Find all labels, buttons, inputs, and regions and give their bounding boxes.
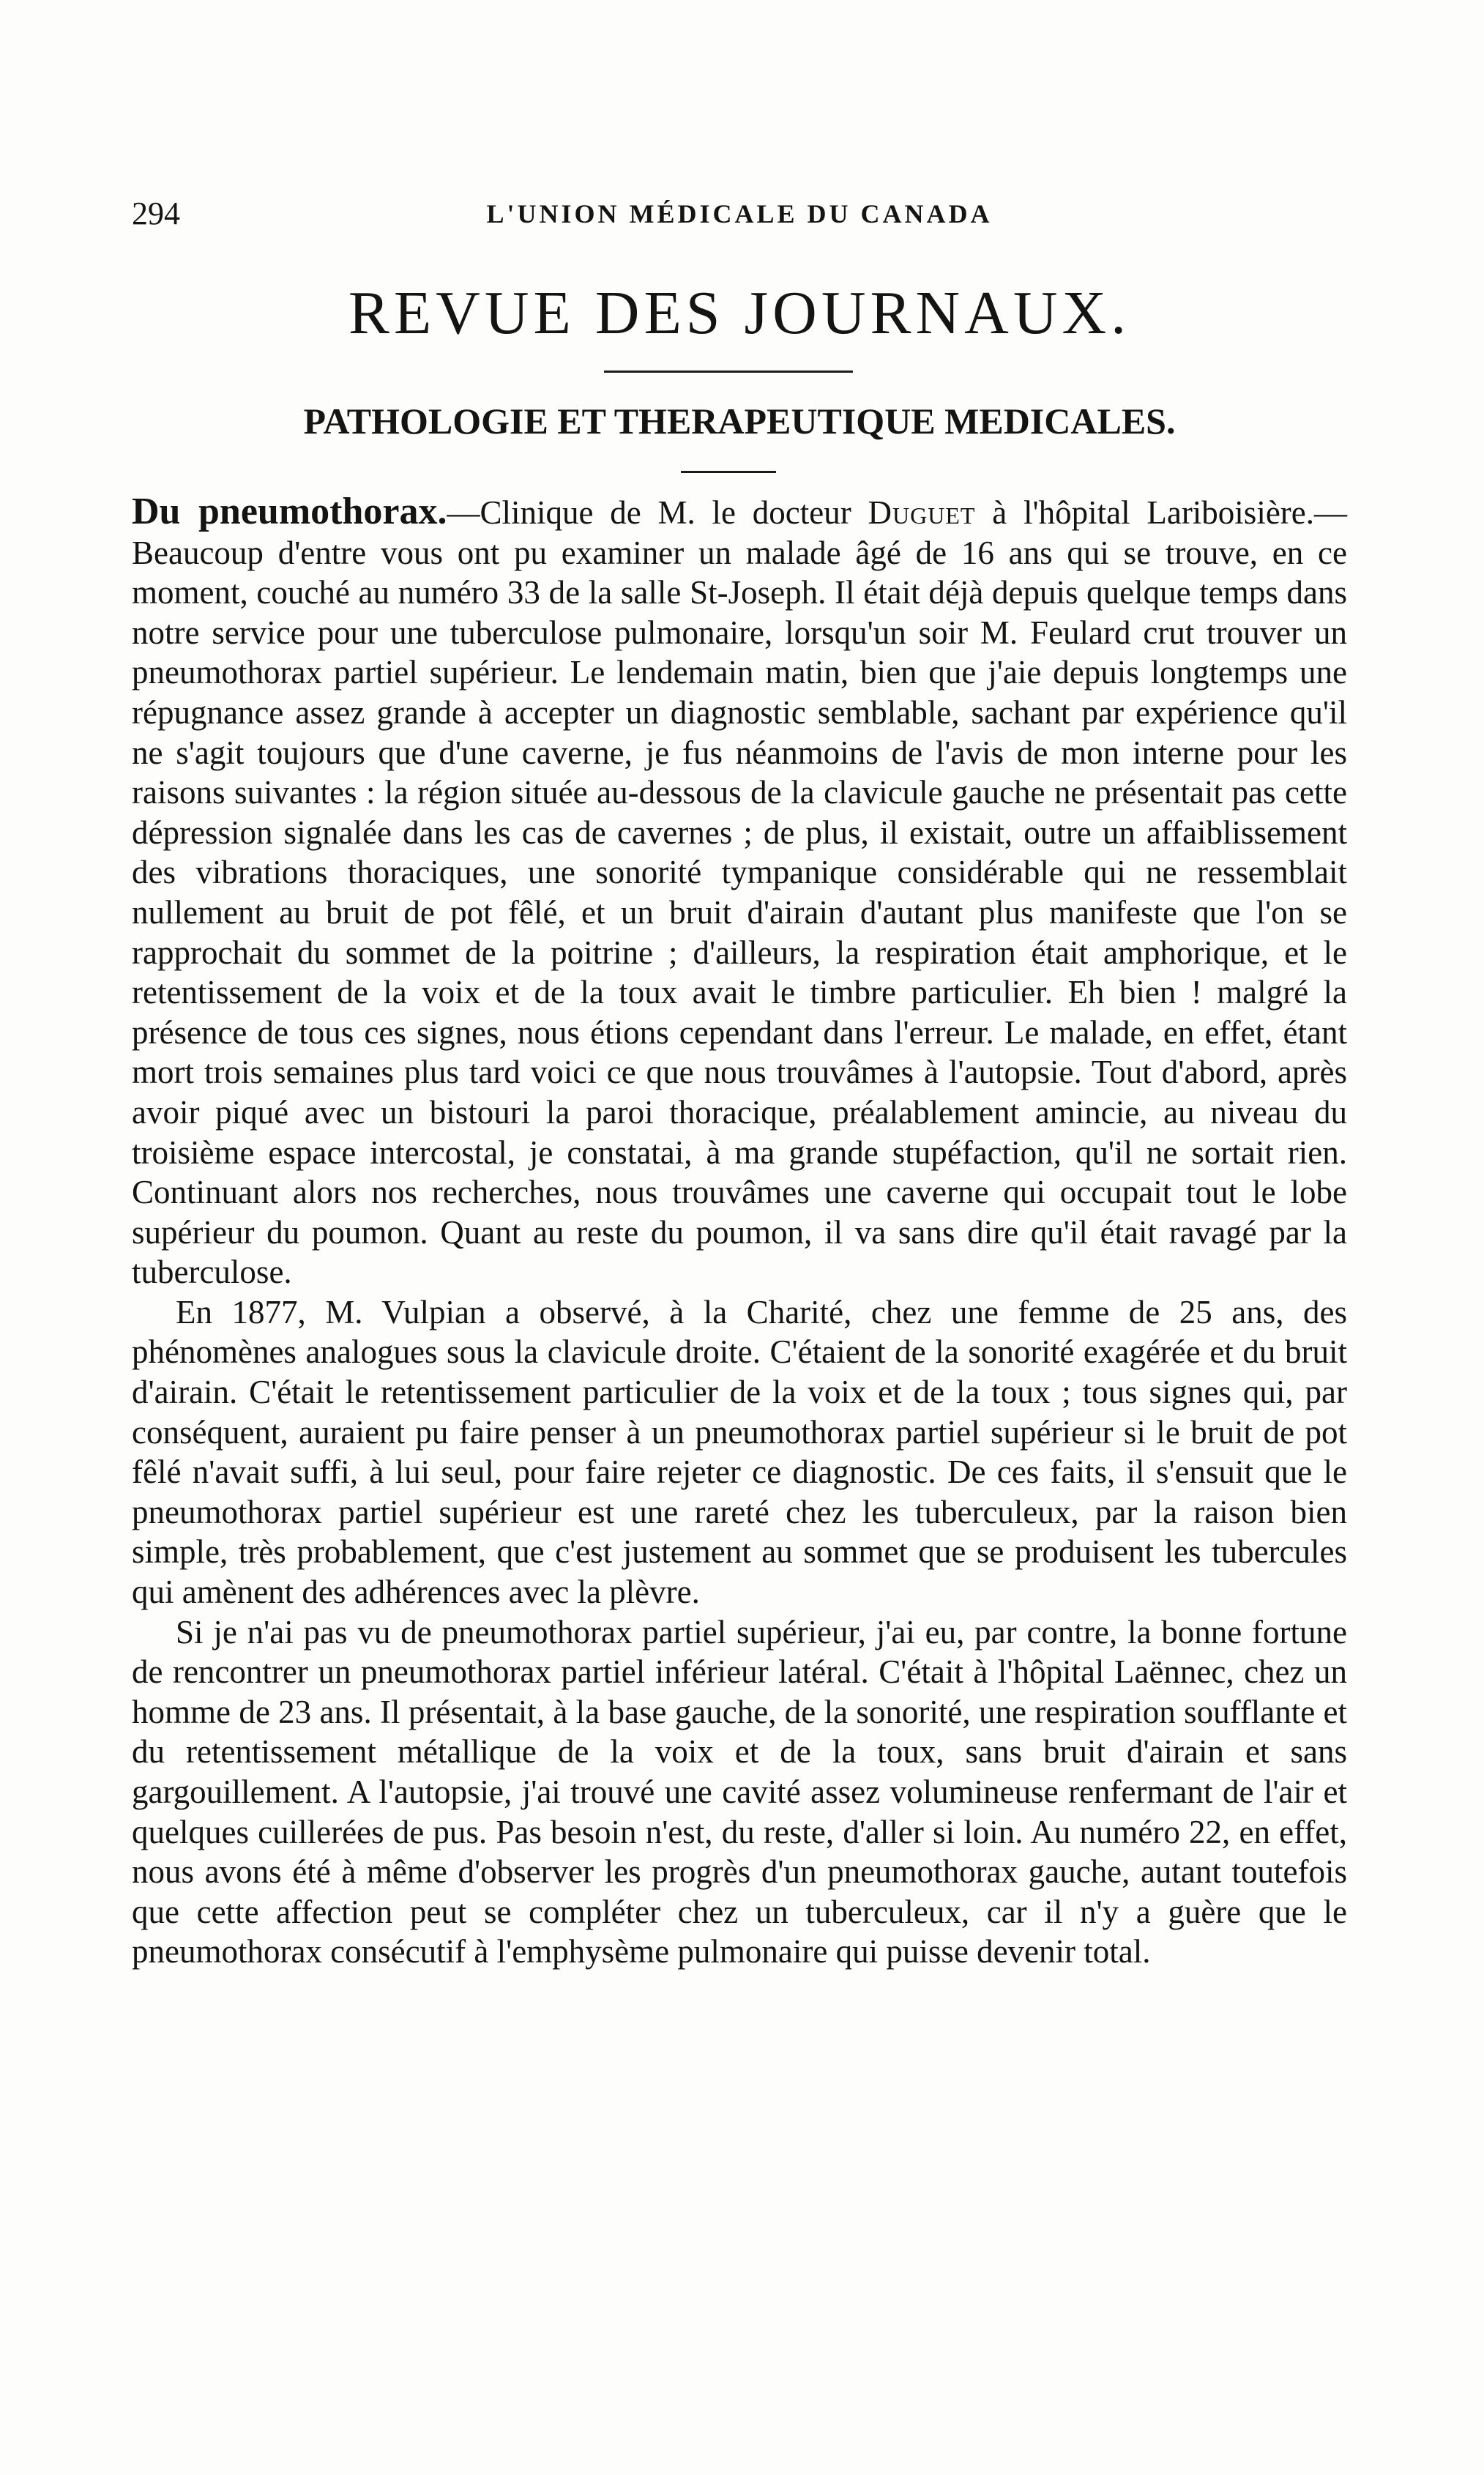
- page-number: 294: [132, 196, 180, 231]
- paragraph-1-text: à l'hôpital Lariboisière.—Beaucoup d'entre vous ont pu examiner un malade âgé de 16 ans qui se trouve, en ce moment, couché au numéro 33 de la salle St-Joseph. Il était déjà depuis quelque temps dans notre service pour une tuberculose pulmonaire, lorsqu'un soir M. Feulard crut trouver un pneumothorax partiel supérieur. Le lendemain matin, bien que j'aie depuis longtemps une répugnance assez grande à accepter un diagnostic semblable, sachant par expérience qu'il ne s'agit toujours que d'une caverne, je fus néanmoins de l'avis de mon interne pour les raisons suivantes : la région située au-dessous de la clavicule gauche ne présentait pas cette dépression signalée dans les cas de cavernes ; de plus, il existait, outre un affaiblissement des vibrations thoraciques, une sonorité tympanique considérable qui ne ressemblait nullement au bruit de pot fêlé, et un bruit d'airain d'autant plus manifeste que l'on se rapprochait du sommet de la poitrine ; d'ailleurs, la respiration était amphorique, et le retentissement de la voix et de la toux avait le timbre particulier. Eh bien ! malgré la présence de tous ces signes, nous étions cependant dans l'erreur. Le malade, en effet, étant mort trois semaines plus tard voici ce que nous trouvâmes à l'autopsie. Tout d'abord, après avoir piqué avec un bistouri la paroi thoracique, préalablement amincie, au niveau du troisième espace intercostal, je constatai, à ma grande stupéfaction, qu'il ne sortait rien. Continuant alors nos recherches, nous trouvâmes une caverne qui occupait tout le lobe supérieur du poumon. Quant au reste du poumon, il va sans dire qu'il était ravagé par la tuberculose.: [132, 494, 1348, 1291]
- subsection-title: PATHOLOGIE ET THERAPEUTIQUE MEDICALES.: [303, 401, 1176, 442]
- article-lead: —Clinique de M. le docteur: [447, 494, 868, 531]
- article-body: [132, 492, 1347, 1972]
- running-head: [132, 192, 1347, 236]
- author-name: Duguet: [868, 494, 976, 531]
- paragraph-1: [132, 492, 1347, 1292]
- subtitle-divider: [681, 471, 776, 473]
- article-title: Du pneumothorax.: [132, 491, 447, 532]
- section-title: REVUE DES JOURNAUX.: [348, 279, 1131, 347]
- journal-title: L'UNION MÉDICALE DU CANADA: [486, 199, 993, 228]
- paragraph-3: Si je n'ai pas vu de pneumothorax partiel supérieur, j'ai eu, par contre, la bonne fortune de rencontrer un pneumothorax partiel inférieur latéral. C'était à l'hôpital Laënnec, chez un homme de 23 ans. Il présentait, à la base gauche, de la sonorité, une respiration soufflante et du retentissement métallique de la voix et de la toux, sans bruit d'airain et sans gargouillement. A l'autopsie, j'ai trouvé une cavité assez volumineuse renfermant de l'air et quelques cuillerées de pus. Pas besoin n'est, du reste, d'aller si loin. Au numéro 22, en effet, nous avons été à même d'observer les progrès d'un pneumothorax gauche, autant toutefois que cette affection peut se compléter chez un tuberculeux, car il n'y a guère que le pneumothorax consécutif à l'emphysème pulmonaire qui puisse devenir total.: [132, 1613, 1347, 1970]
- title-divider: [604, 371, 853, 373]
- paragraph-2: En 1877, M. Vulpian a observé, à la Charité, chez une femme de 25 ans, des phénomènes analogues sous la clavicule droite. C'étaient de la sonorité exagérée et du bruit d'airain. C'était le retentissement particulier de la voix et de la toux ; tous signes qui, par conséquent, auraient pu faire penser à un pneumothorax partiel supérieur si le bruit de pot fêlé n'avait suffi, à lui seul, pour faire rejeter ce diagnostic. De ces faits, il s'ensuit que le pneumothorax partiel supérieur est une rareté chez les tuberculeux, par la raison bien simple, très probablement, que c'est justement au sommet que se produisent les tubercules qui amènent des adhérences avec la plèvre.: [132, 1293, 1347, 1611]
